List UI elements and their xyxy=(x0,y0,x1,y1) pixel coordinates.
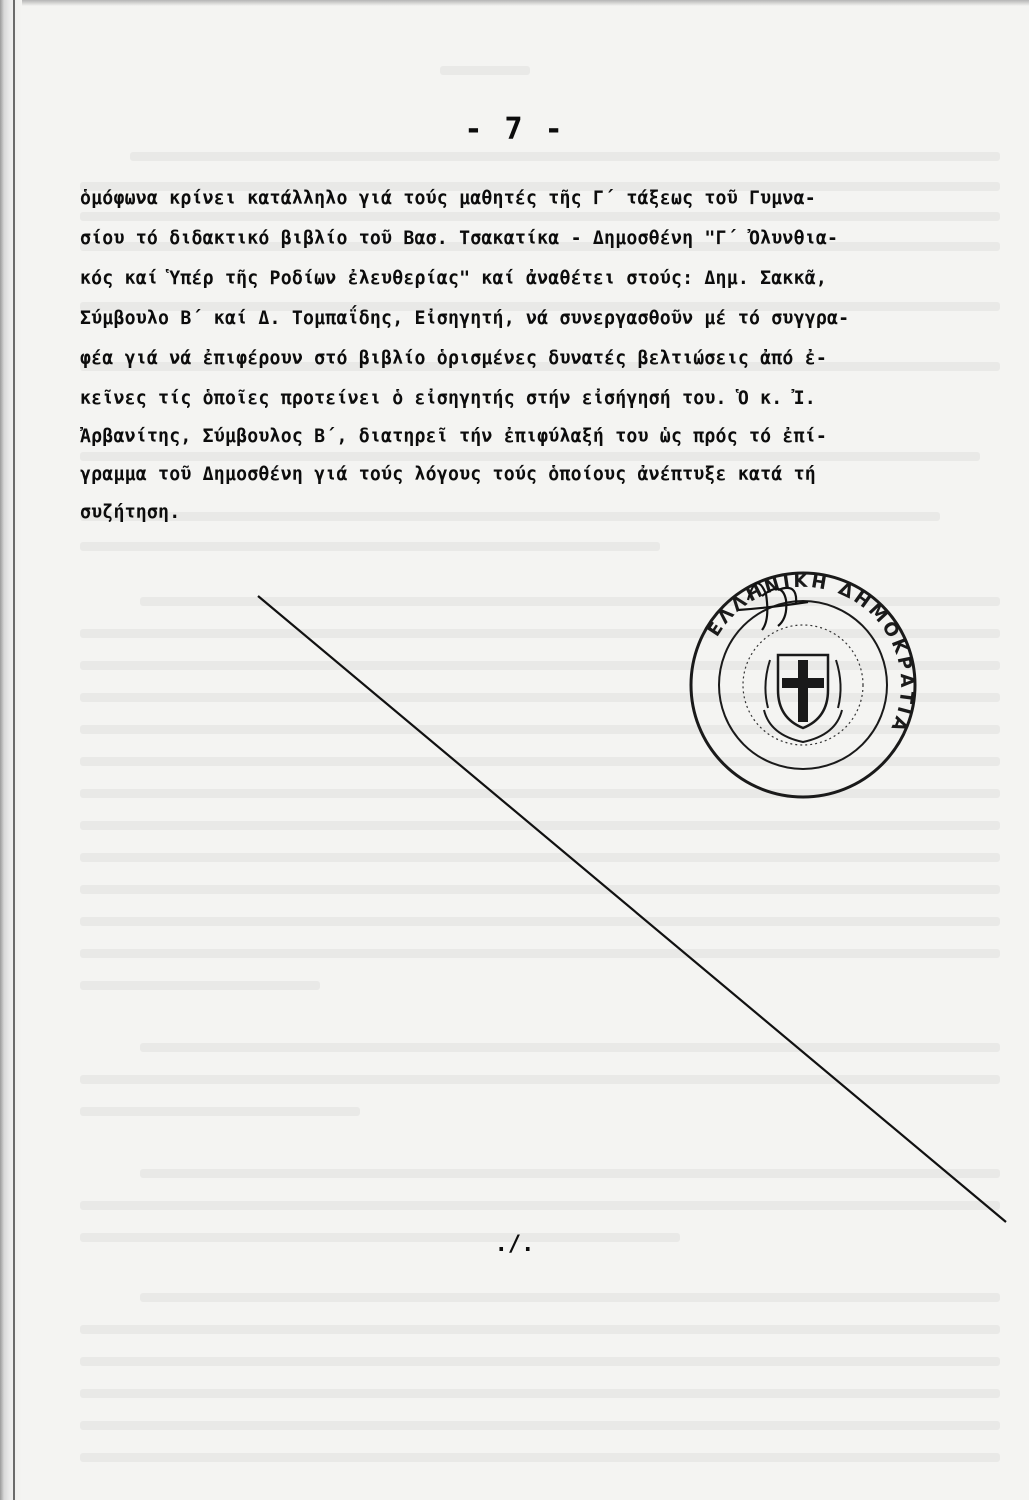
official-seal xyxy=(678,560,928,810)
text-line-3: κός καί Ὑπέρ τῆς Ροδίων ἐλευθερίας" καί ἀναθέτει στούς: Δημ. Σακκᾶ, xyxy=(80,268,828,289)
text-line-9: συζήτηση. xyxy=(80,502,181,523)
page-number: - 7 - xyxy=(464,112,565,147)
continuation-mark: ./. xyxy=(494,1232,535,1257)
seal-text: ΕΛΛΗΝΙΚΗ ΔΗΜΟΚΡΑΤΙΑ xyxy=(703,570,918,737)
text-line-8: γραμμα τοῦ Δημοσθένη γιά τούς λόγους τούς ὁποίους ἀνέπτυξε κατά τή xyxy=(80,464,816,485)
text-line-5: φέα γιά νά ἐπιφέρουν στό βιβλίο ὁρισμένες δυνατές βελτιώσεις ἀπό ἐ- xyxy=(80,348,828,369)
text-line-6: κεῖνες τίς ὁποῖες προτείνει ὁ εἰσηγητής στήν εἰσήγησή του. Ὁ κ. Ἰ. xyxy=(80,388,816,409)
text-line-1: ὁμόφωνα κρίνει κατάλληλο γιά τούς μαθητές τῆς Γ΄ τάξεως τοῦ Γυμνα- xyxy=(80,188,816,209)
coat-of-arms-icon xyxy=(764,655,842,742)
text-line-7: Ἀρβανίτης, Σύμβουλος Β΄, διατηρεῖ τήν ἐπιφύλαξή του ὡς πρός τό ἐπί- xyxy=(80,426,828,447)
text-line-4: Σύμβουλο Β΄ καί Δ. Τομπαΐδης, Εἰσηγητή, νά συνεργασθοῦν μέ τό συγγρα- xyxy=(80,308,850,329)
text-line-2: σίου τό διδακτικό βιβλίο τοῦ Βασ. Τσακατίκα - Δημοσθένη "Γ΄ Ὀλυνθια- xyxy=(80,228,839,249)
